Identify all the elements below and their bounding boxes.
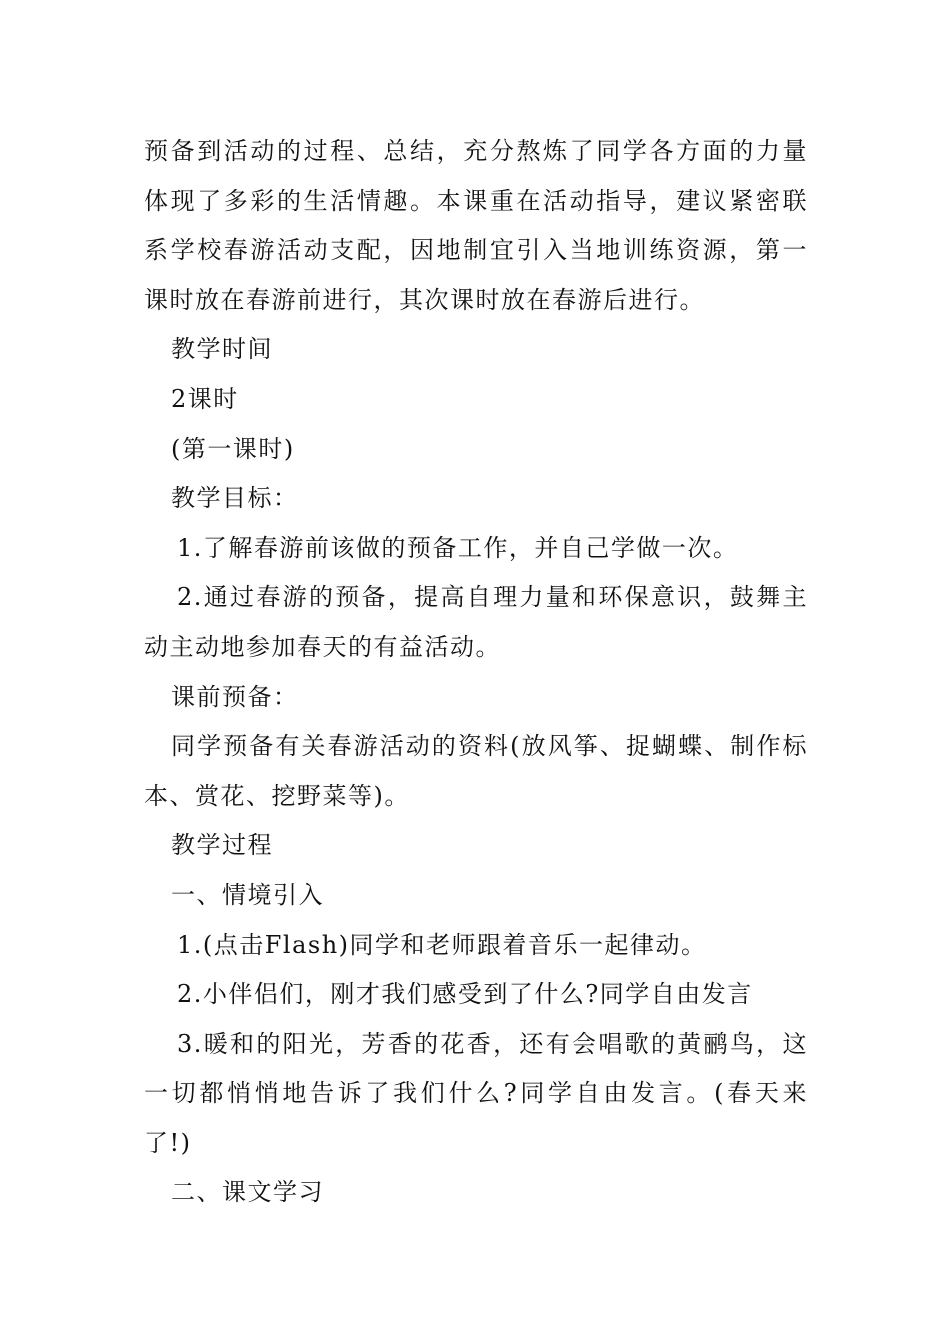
text-line: (第一课时) xyxy=(171,434,295,463)
document-body xyxy=(144,127,808,1218)
list-item: 2.小伴侣们，刚才我们感受到了什么?同学自由发言 xyxy=(177,980,753,1009)
text-line: 系学校春游活动支配，因地制宜引入当地训练资源，第一 xyxy=(144,236,808,265)
text-line: 动主动地参加春天的有益活动。 xyxy=(144,632,501,661)
text-line: 课时放在春游前进行，其次课时放在春游后进行。 xyxy=(144,285,705,314)
list-item: 3.暖和的阳光，芳香的花香，还有会唱歌的黄鹂鸟，这 xyxy=(177,1029,808,1058)
text-line: 预备到活动的过程、总结，充分熬炼了同学各方面的力量 xyxy=(144,137,808,165)
list-item: 1.了解春游前该做的预备工作，并自己学做一次。 xyxy=(177,533,739,562)
text-line: 体现了多彩的生活情趣。本课重在活动指导，建议紧密联 xyxy=(144,186,808,215)
list-item: 2.通过春游的预备，提高自理力量和环保意识，鼓舞主 xyxy=(177,583,808,612)
text-line: 本、赏花、挖野菜等)。 xyxy=(144,781,410,810)
section-heading: 教学时间 xyxy=(171,335,273,364)
section-heading: 课前预备： xyxy=(171,682,299,711)
section-heading: 二、课文学习 xyxy=(171,1178,324,1207)
section-heading: 教学目标： xyxy=(171,484,299,513)
list-item: 1.(点击Flash)同学和老师跟着音乐一起律动。 xyxy=(177,930,707,959)
section-heading: 一、情境引入 xyxy=(171,880,324,909)
text-line: 同学预备有关春游活动的资料(放风筝、捉蝴蝶、制作标 xyxy=(171,732,808,761)
text-line: 2课时 xyxy=(171,384,239,413)
text-line: 一切都悄悄地告诉了我们什么?同学自由发言。(春天来 xyxy=(144,1079,808,1108)
section-heading: 教学过程 xyxy=(171,831,273,860)
text-line: 了!) xyxy=(144,1128,192,1157)
